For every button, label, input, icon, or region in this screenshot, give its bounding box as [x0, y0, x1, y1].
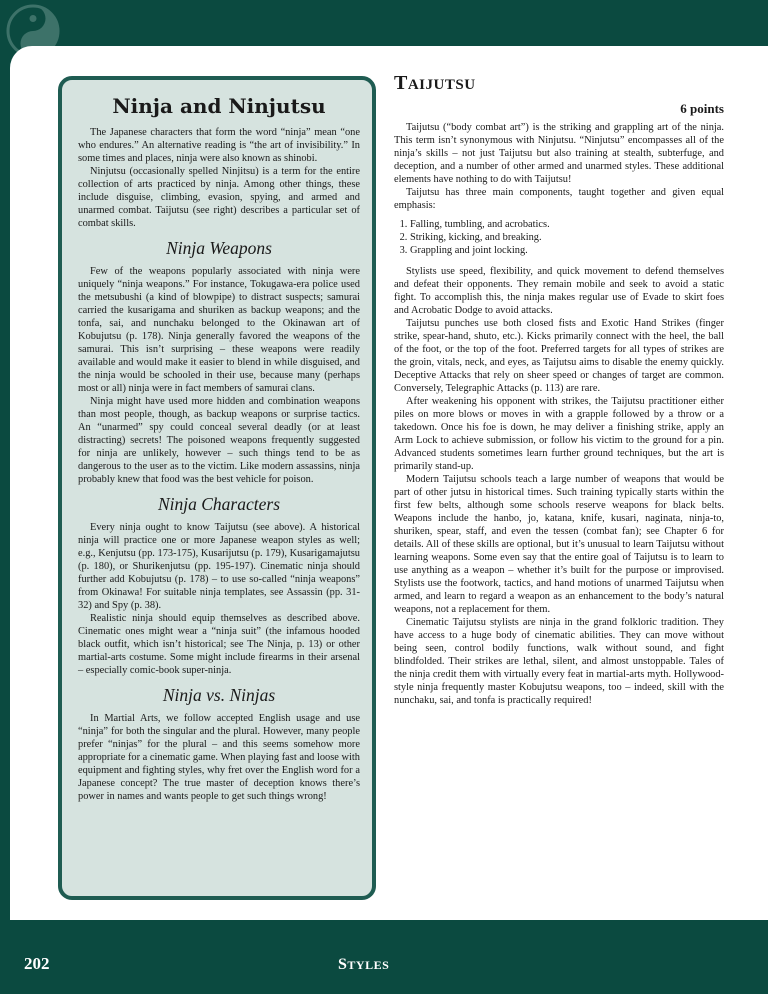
- section-title: TAIJUTSU: [394, 72, 476, 94]
- body-paragraph: After weakening his opponent with strikes, the Taijutsu practitioner either piles on more blows or moves in with a grapple followed by a throw or a takedown. Once his foe is down, he may deliver a finishing strike, apply an Arm Lock to achieve submission, or follow his victim to the ground for a pin. Advanced students sometimes learn further ground techniques, but the art is primarily stand-up.: [394, 396, 724, 472]
- body-paragraph: Taijutsu (“body combat art”) is the striking and grappling art of the ninja. This term isn’t synonymous with Ninjutsu. “Ninjutsu” encompasses all of the ninja’s skills – not just Taijutsu but also training at stealth, subterfuge, and deception, and a number of other armed and unarmed styles. These additional elements have nothing to do with Taijutsu!: [394, 122, 724, 185]
- sidebar-paragraph: Every ninja ought to know Taijutsu (see above). A historical ninja will practice one or more Japanese weapon styles as well; e.g., Kenjutsu (pp. 173-175), Kusarijutsu (p. 179), Kusarigamajutsu (p. 180), or Shurikenjutsu (pp. 195-197). Cinematic ninja should further add Kobujutsu (p. 178) – to use so-called “ninja weapons” from Okinawa! For suitable ninja templates, see Assassin (pp. 31-32) and Spy (p. 38).: [78, 522, 360, 611]
- body-paragraph: Cinematic Taijutsu stylists are ninja in the grand folkloric tradition. They have access to a huge body of cinematic abilities. They can move without being seen, control bodily functions, walk without sound, and fight blindfolded. Their strikes are lethal, silent, and almost unstoppable. Tales of the ninja credit them with virtually every feat in martial-arts myth. Hollywood-style ninja frequently master Kobujutsu weapons, too – indeed, skill with the nunchaku, sai, and tonfa is practically required!: [394, 617, 724, 706]
- list-item: 3. Grappling and joint locking.: [410, 244, 724, 257]
- sidebar-paragraph: Few of the weapons popularly associated with ninja were uniquely “ninja weapons.” For instance, Tokugawa-era police used the metsubushi (a kind of blowpipe) to distract suspects; samurai carried the kusarigama and shuriken as backup weapons; and the tonfa, sai, and nunchaku belonged to the Okinawan art of Kobujutsu (p. 178). Ninja generally favored the weapons of the samurai. This isn’t surprising – these weapons were readily available and would make it easier to blend in while disguised, and the ninja would be schooled in their use, because many (perhaps most or all) ninja were in fact members of samurai clans.: [78, 266, 360, 394]
- list-item: 1. Falling, tumbling, and acrobatics.: [410, 218, 724, 231]
- sidebar-paragraph: Ninja might have used more hidden and combination weapons than most people, though, as backup weapons or surprise tactics. An “unarmed” spy could conceal several deadly (or at least distracting) secrets! The poisoned weapons frequently suggested for ninja are unlikely, however – such things tend to be as dangerous to the user as to the victim. Like modern assassins, ninja probably knew that food was the best vehicle for poison.: [78, 396, 360, 485]
- body-paragraph: Taijutsu punches use both closed fists and Exotic Hand Strikes (finger strike, spear-hand, shuto, etc.). Kicks primarily connect with the heel, the ball of the foot, or the top of the foot. Preferred targets for all types of strikes are the groin, vitals, neck, and eyes, as Taijutsu aims to disable the enemy quickly. Deceptive Attacks that rely on sheer speed or changes of target are common. Conversely, Telegraphic Attacks (p. 113) are rare.: [394, 318, 724, 394]
- body-paragraph: Stylists use speed, flexibility, and quick movement to defend themselves and defeat their opponents. They remain mobile and seek to avoid a static fight. To accomplish this, the ninja makes regular use of Evade to skirt foes and Acrobatic Dodge to avoid attacks.: [394, 266, 724, 316]
- components-list: [394, 218, 724, 257]
- body-paragraph: Modern Taijutsu schools teach a large number of weapons that would be part of other jutsu in historical times. Such training typically starts within the first few belts, although some schools reserve weapons for black belts. Weapons include the hanbo, jo, katana, knife, kusari, naginata, ninja-to, shuriken, spear, staff, and even the tessen (combat fan); see Chapter 6 for details. All of these skills are optional, but it’s unusual to learn Taijutsu without learning weapons. Some even say that the entire goal of Taijutsu is to learn to use anything as a weapon – whether it’s built for the purpose or improvised. Stylists use the footwork, tactics, and hand motions of unarmed Taijutsu when armed, and learn to regard a weapon as an enhancement to the body’s natural weapons, not a replacement for them.: [394, 474, 724, 615]
- page-number: 202: [24, 954, 50, 973]
- points-cost: 6 points: [680, 101, 724, 116]
- section-name: STYLES: [338, 956, 390, 973]
- ninja-vs-ninjas-heading: Ninja vs. Ninjas: [162, 685, 276, 705]
- sidebar-paragraph: In Martial Arts, we follow accepted English usage and use “ninja” for both the singular and the plural. However, many people prefer “ninjas” for the plural – and this seems somehow more appropriate for a cinematic game. When playing fast and loose with equipment and fighting styles, why fret over the English word for a Japanese concept? The true master of deception knows there’s power in names and wants people to get such things wrong!: [78, 713, 360, 802]
- sidebar-paragraph: Realistic ninja should equip themselves as described above. Cinematic ones might wear a “ninja suit” (the infamous hooded black outfit, which isn’t historical; see The Ninja, p. 13) or other martial-arts costume. Some might include firearms in their arsenal – especially comic-book super-ninja.: [78, 613, 360, 676]
- list-item: 2. Striking, kicking, and breaking.: [410, 231, 724, 244]
- sidebar-paragraph: The Japanese characters that form the word “ninja” mean “one who endures.” An alternative reading is “the art of invisibility.” In some times and places, ninja were also known as shinobi.: [78, 127, 360, 164]
- page-footer: [0, 920, 768, 994]
- sidebar-title: Ninja and Ninjutsu: [112, 94, 326, 118]
- weapons-heading: Ninja Weapons: [166, 238, 272, 258]
- characters-heading: Ninja Characters: [157, 494, 281, 514]
- sidebar-paragraph: Ninjutsu (occasionally spelled Ninjitsu) is a term for the entire collection of arts practiced by ninja. Among other things, these include disguise, climbing, evasion, spying, and armed and unarmed combat. Taijutsu (see right) describes a particular set of combat skills.: [78, 166, 360, 229]
- body-paragraph: Taijutsu has three main components, taught together and given equal emphasis:: [394, 187, 724, 211]
- taijutsu-column: [394, 72, 724, 912]
- ninja-sidebar-box: [58, 76, 376, 900]
